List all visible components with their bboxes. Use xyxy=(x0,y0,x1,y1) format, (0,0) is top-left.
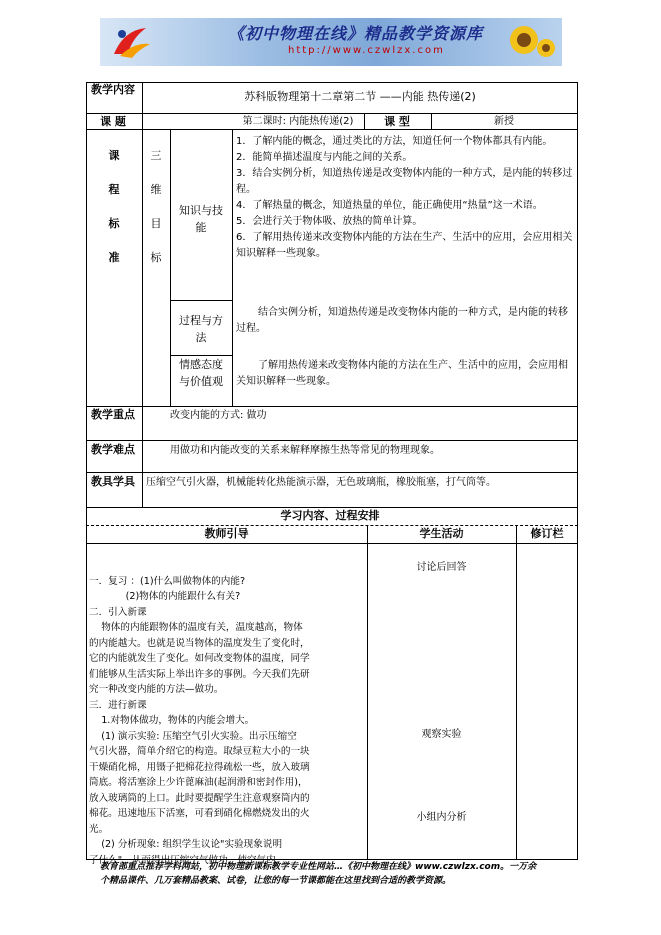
teacher-line: (2)物体的内能跟什么有关? xyxy=(89,591,241,602)
arrangement-title: 学习内容、过程安排 xyxy=(280,509,380,522)
student-activity: 观察实验 xyxy=(421,729,462,740)
teacher-line: 物体的内能跟物体的温度有关，温度越高，物体 xyxy=(89,622,303,633)
header-revise: 修订栏 xyxy=(530,527,564,540)
teacher-line: 三．进行新课 xyxy=(89,699,147,711)
teacher-guidance xyxy=(89,558,365,884)
label-difficult: 教学难点 xyxy=(91,443,135,456)
label-content: 教学内容 xyxy=(91,83,135,96)
label-process: 过程与方法 xyxy=(179,314,223,344)
knowledge-item: 3．结合实例分析，知道热传递是改变物体内能的一种方式，是内能的转移过程。 xyxy=(236,168,573,195)
tools-text: 压缩空气引火器，机械能转化热能演示器，无色玻璃瓶，橡胶瓶塞，打气筒等。 xyxy=(146,477,496,488)
knowledge-item: 5．会进行关于物体吸、放热的简单计算。 xyxy=(236,216,423,227)
teacher-line: 二．引入新课 xyxy=(89,606,147,618)
teacher-line: 它的内能就发生了变化。如何改变物体的温度，同学 xyxy=(89,653,310,664)
label-standard-2: 程 xyxy=(108,183,120,196)
teacher-line: (1) 演示实验: 压缩空气引火实验。出示压缩空 xyxy=(89,730,297,742)
label-knowledge: 知识与技能 xyxy=(179,204,223,234)
site-banner xyxy=(100,18,562,66)
type-value: 新授 xyxy=(494,116,514,127)
content-value: 苏科版物理第十二章第二节 ——内能 热传递(2) xyxy=(244,90,476,103)
label-key: 教学重点 xyxy=(91,408,135,421)
banner-url[interactable]: http://www.czwlzx.com xyxy=(288,45,445,56)
label-three-1: 三 xyxy=(150,149,162,162)
knowledge-item: 2．能简单描述温度与内能之间的关系。 xyxy=(236,152,413,163)
student-activity: 小组内分析 xyxy=(416,812,467,823)
label-standard-4: 准 xyxy=(108,251,120,264)
page-footer xyxy=(100,860,580,888)
teacher-line: 一．复习 ：(1)什么叫做物体的内能? xyxy=(89,575,246,587)
teacher-line: (2) 分析现象: 组织学生议论"实验现象说明 xyxy=(89,839,283,850)
key-text: 改变内能的方式: 做功 xyxy=(170,410,267,421)
teacher-line: 1.对物体做功，物体的内能会增大。 xyxy=(89,715,255,726)
footer-line: 个精品课件、几万套精品教案、试卷，让您的每一节课都能在这里找到合适的教学资源。 xyxy=(100,876,452,886)
teacher-line: 气引火器，简单介绍它的构造。取绿豆粒大小的一块 xyxy=(89,746,310,757)
label-topic: 课 题 xyxy=(100,115,126,128)
label-three-3: 目 xyxy=(150,217,162,230)
label-three-4: 标 xyxy=(150,251,162,264)
banner-title: 《初中物理在线》精品教学资源库 xyxy=(228,24,484,43)
knowledge-item: 1．了解内能的概念，通过类比的方法，知道任何一个物体都具有内能。 xyxy=(236,136,553,147)
header-student: 学生活动 xyxy=(419,527,464,540)
teacher-line: 的内能越大。也就是说当物体的温度发生了变化时， xyxy=(89,637,310,649)
header-teacher: 教师引导 xyxy=(204,527,249,540)
label-emotion: 情感态度与价值观 xyxy=(179,358,223,388)
teacher-line: 究一种改变内能的方法—做功。 xyxy=(89,684,224,695)
topic-value: 第二课时: 内能热传递(2) xyxy=(242,116,354,127)
teacher-line: 光。 xyxy=(89,823,109,835)
teacher-line: 了什么"，从而得出压缩空气做功，使空气内 xyxy=(89,854,276,866)
label-type: 课 型 xyxy=(384,115,410,128)
footer-line: 教育部重点推荐学科网站，初中物理新课标教学专业性网站…《初中物理在线》www.czwlzx.com。一万余 xyxy=(100,862,537,872)
sunflower-icon xyxy=(502,22,556,62)
label-standard-3: 标 xyxy=(108,217,120,230)
teacher-line: 们能够从生活实际上举出许多的事例。今天我们先研 xyxy=(89,668,310,680)
difficult-text: 用做功和内能改变的关系来解释摩擦生热等常见的物理现象。 xyxy=(170,445,440,456)
teacher-line: 放入玻璃筒的上口。此时要提醒学生注意观察筒内的 xyxy=(89,792,310,804)
teacher-line: 干燥硝化棉，用镊子把棉花拉得疏松一些，放入玻璃 xyxy=(89,761,310,773)
teacher-line: 筒底。将活塞涂上少许蓖麻油(起润滑和密封作用)， xyxy=(89,777,308,788)
label-tools: 教具学具 xyxy=(91,475,135,488)
knowledge-list xyxy=(236,134,574,262)
label-three-2: 维 xyxy=(150,183,162,196)
knowledge-item: 6．了解用热传递来改变物体内能的方法在生产、生活中的应用，会应用相关知识解释一些现象。 xyxy=(236,232,573,259)
site-logo-icon xyxy=(110,24,152,60)
label-standard-1: 课 xyxy=(108,149,120,162)
process-text: 结合实例分析，知道热传递是改变物体内能的一种方式，是内能的转移过程。 xyxy=(236,307,568,334)
student-activity: 讨论后回答 xyxy=(416,562,467,573)
teacher-line: 棉花。迅速地压下活塞，可看到硝化棉燃烧发出的火 xyxy=(89,808,310,819)
emotion-text: 了解用热传递来改变物体内能的方法在生产、生活中的应用，会应用相关知识解释一些现象。 xyxy=(236,360,568,387)
knowledge-item: 4．了解热量的概念，知道热量的单位，能正确使用“热量”这一术语。 xyxy=(236,200,543,211)
